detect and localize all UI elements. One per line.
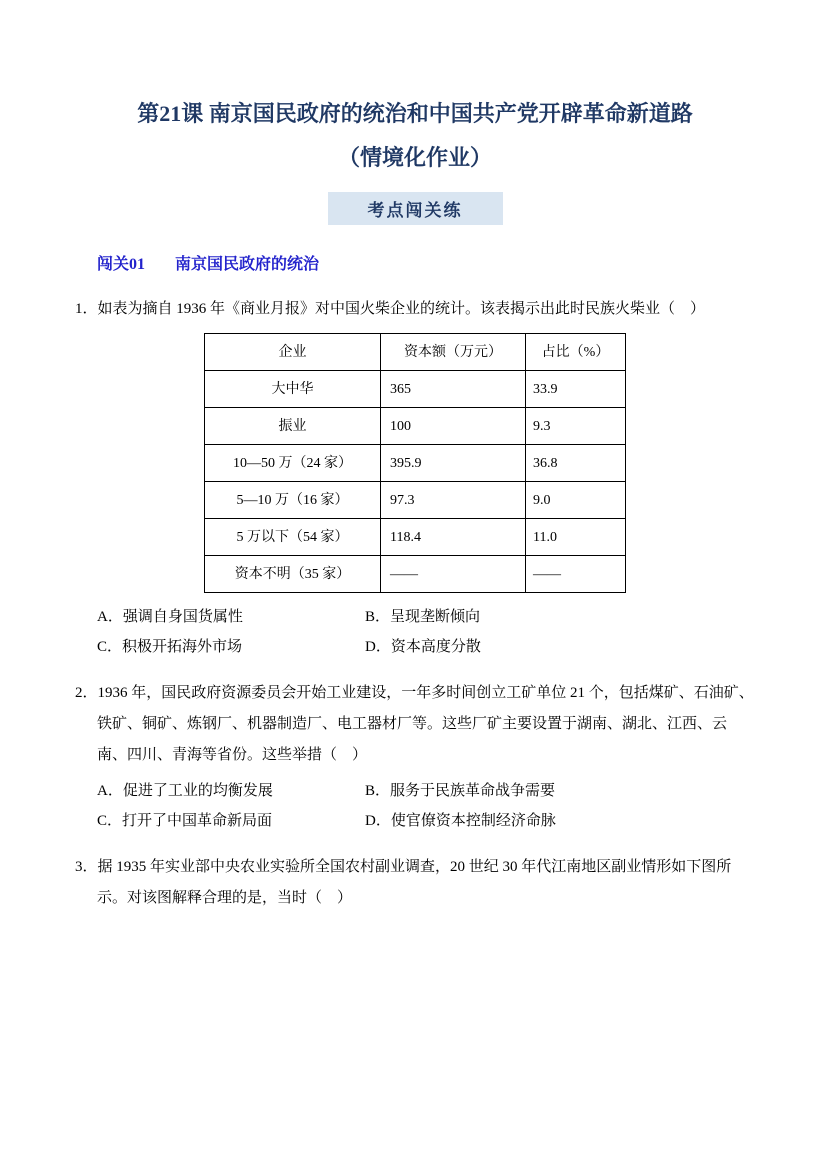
table-cell: 118.4 xyxy=(381,519,526,556)
question-2 xyxy=(75,678,755,832)
option-b: B．呈现垄断倾向 xyxy=(365,609,481,625)
table-cell: 资本不明（35 家） xyxy=(205,556,381,593)
document-title-line1: 第21课 南京国民政府的统治和中国共产党开辟革命新道路 xyxy=(137,101,693,126)
table-cell: 5 万以下（54 家） xyxy=(205,519,381,556)
question-1-stem: 1．如表为摘自 1936 年《商业月报》对中国火柴企业的统计。该表揭示出此时民族火柴业（ ） xyxy=(75,301,706,317)
option-c: C．积极开拓海外市场 xyxy=(97,639,243,655)
document-title xyxy=(75,92,755,180)
table-cell: 大中华 xyxy=(205,371,381,408)
section-title: 南京国民政府的统治 xyxy=(175,256,320,273)
table-row xyxy=(205,371,626,408)
table-header-cell: 资本额（万元） xyxy=(381,334,526,371)
question-3-stem: 3．据 1935 年实业部中央农业实验所全国农村副业调查，20 世纪 30 年代江南地区副业情形如下图所示。对该图解释合理的是，当时（ ） xyxy=(75,859,732,906)
table-row xyxy=(205,519,626,556)
table-cell: —— xyxy=(381,556,526,593)
table-header-row xyxy=(205,334,626,371)
q1-statistics-table xyxy=(204,333,626,593)
document-title-line2: （情境化作业） xyxy=(337,145,492,170)
table-row xyxy=(205,408,626,445)
table-cell: 9.3 xyxy=(526,408,626,445)
table-header-cell: 占比（%） xyxy=(526,334,626,371)
section-heading xyxy=(97,251,755,274)
table-cell: —— xyxy=(526,556,626,593)
table-row xyxy=(205,445,626,482)
option-d: D．使官僚资本控制经济命脉 xyxy=(365,813,556,829)
table-cell: 100 xyxy=(381,408,526,445)
option-a: A．强调自身国货属性 xyxy=(97,609,243,625)
question-3 xyxy=(75,852,755,914)
table-cell: 33.9 xyxy=(526,371,626,408)
table-cell: 11.0 xyxy=(526,519,626,556)
table-cell: 97.3 xyxy=(381,482,526,519)
table-header-cell: 企业 xyxy=(205,334,381,371)
question-2-options xyxy=(97,781,755,832)
exam-practice-banner: 考点闯关练 xyxy=(328,192,503,225)
table-cell: 395.9 xyxy=(381,445,526,482)
table-cell: 365 xyxy=(381,371,526,408)
option-c: C．打开了中国革命新局面 xyxy=(97,813,273,829)
section-label: 闯关01 xyxy=(97,256,146,273)
table-cell: 振业 xyxy=(205,408,381,445)
question-2-stem: 2．1936 年，国民政府资源委员会开始工业建设，一年多时间创立工矿单位 21 个，包括煤矿、石油矿、铁矿、铜矿、炼钢厂、机器制造厂、电工器材厂等。这些厂矿主要设置于湖南、湖北、江西、云南、四川、青海等省份。这些举措（ ） xyxy=(75,685,754,763)
table-row xyxy=(205,556,626,593)
table-cell: 10—50 万（24 家） xyxy=(205,445,381,482)
table-cell: 5—10 万（16 家） xyxy=(205,482,381,519)
table-row xyxy=(205,482,626,519)
question-1-options xyxy=(97,607,755,658)
table-cell: 36.8 xyxy=(526,445,626,482)
banner-container xyxy=(75,192,755,225)
option-b: B．服务于民族革命战争需要 xyxy=(365,783,556,799)
table-cell: 9.0 xyxy=(526,482,626,519)
question-1 xyxy=(75,294,755,658)
option-d: D．资本高度分散 xyxy=(365,639,481,655)
option-a: A．促进了工业的均衡发展 xyxy=(97,783,273,799)
